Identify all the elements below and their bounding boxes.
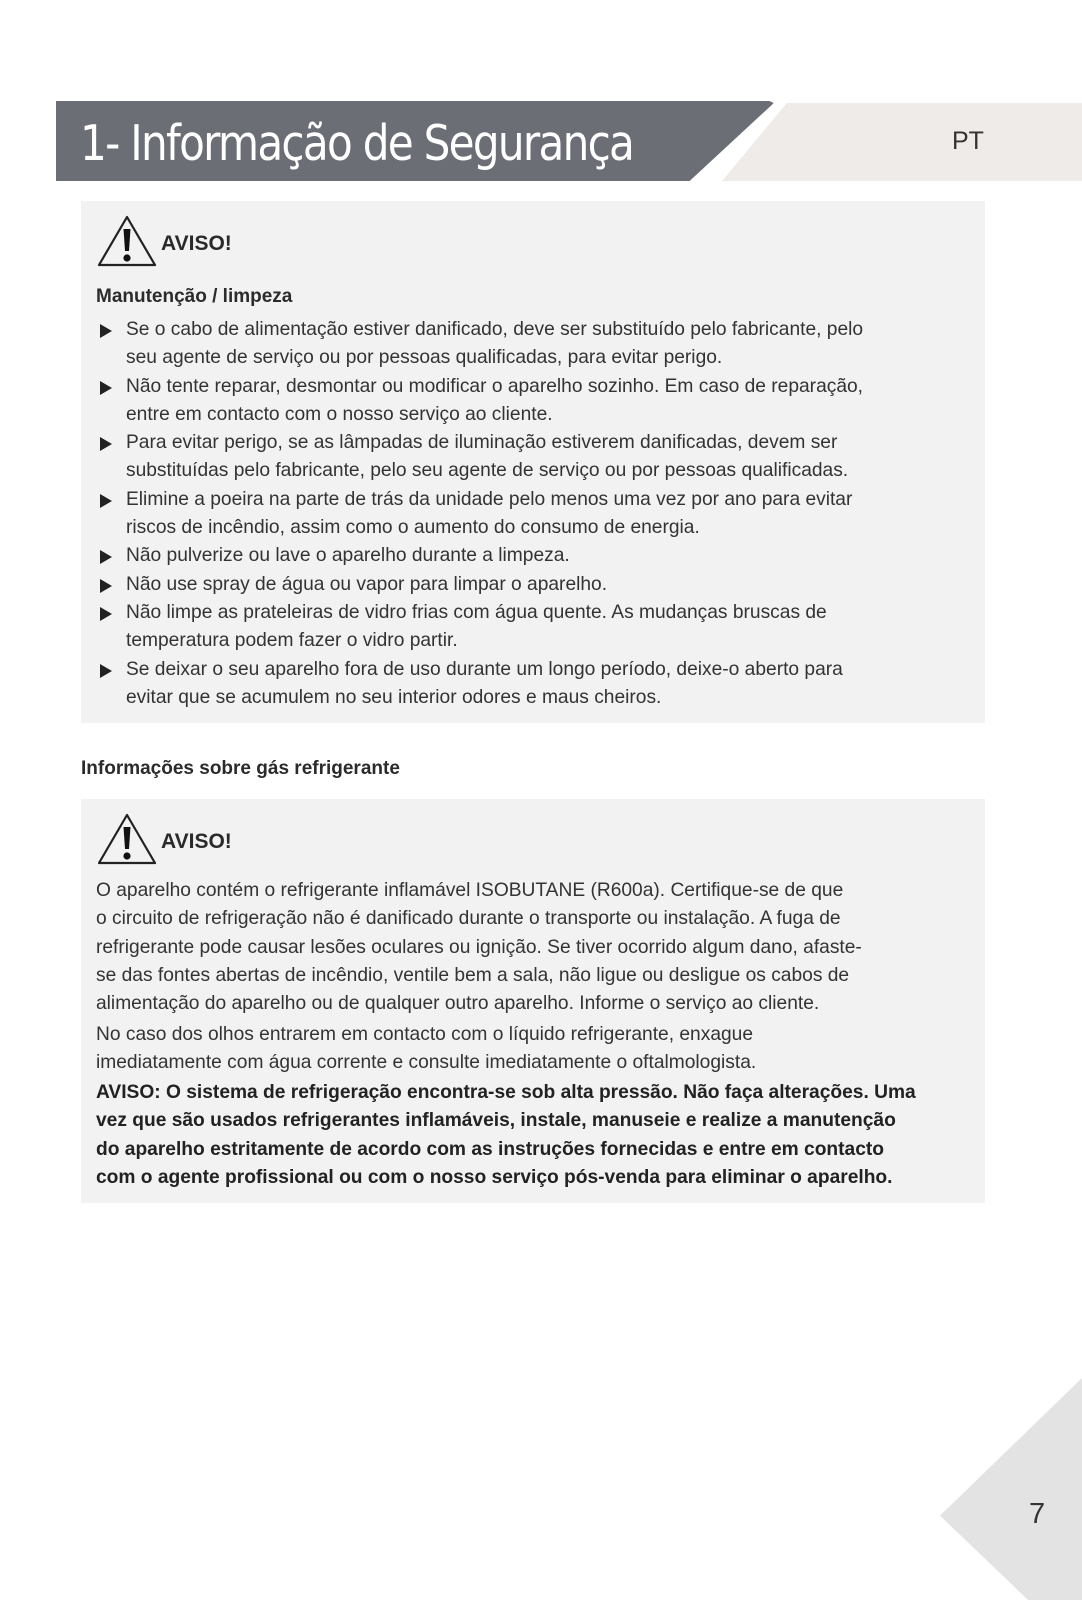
list-item: Não pulverize ou lave o aparelho durante a limpeza. [96,542,956,570]
list-item: Se deixar o seu aparelho fora de uso durante um longo período, deixe-o aberto para evitar que se acumulem no seu interior odores e maus cheiros. [96,656,956,713]
warning-label: AVISO! [161,232,232,255]
list-item: Não tente reparar, desmontar ou modificar o aparelho sozinho. Em caso de reparação, entre em contacto com o nosso serviço ao cliente. [96,373,956,430]
warning-icon [95,213,159,269]
page-corner [940,1378,1082,1600]
bullet-icon [100,607,112,621]
refrigerant-heading: Informações sobre gás refrigerante [81,758,400,779]
page-number: 7 [1029,1498,1046,1530]
warning-label: AVISO! [161,830,232,853]
bullet-icon [100,494,112,508]
bullet-icon [100,550,112,564]
page-title: 1- Informação de Segurança [80,115,634,172]
header-tab [722,103,1082,181]
bullet-icon [100,664,112,678]
refrigerant-paragraph: O aparelho contém o refrigerante inflamável ISOBUTANE (R600a). Certifique-se de que o circuito de refrigeração não é danificado durante o transporte ou instalação. A fuga de refrigerante pode causar lesões oculares ou ignição. Se tiver ocorrido algum dano, afaste- se das fontes abertas de incêndio, ventile bem a sala, não ligue ou desligue os cabos de alimentação do aparelho ou de qualquer outro aparelho. Informe o serviço ao cliente. [96,880,862,1015]
refrigerant-warning-box [81,799,985,1203]
eye-contact-paragraph: No caso dos olhos entrarem em contacto com o líquido refrigerante, enxague imediatamente com água corrente e consulte imediatamente o oftalmologista. [96,1024,757,1074]
bullet-icon [100,579,112,593]
maintenance-warning-box [81,201,985,723]
bullet-icon [100,437,112,451]
list-item: Não use spray de água ou vapor para limpar o aparelho. [96,571,956,599]
warning-icon [95,811,159,867]
list-item: Para evitar perigo, se as lâmpadas de iluminação estiverem danificadas, devem ser substituídas pelo fabricante, pelo seu agente de serviço ou por pessoas qualificadas. [96,429,956,486]
section-heading: Manutenção / limpeza [96,286,293,307]
list-item: Elimine a poeira na parte de trás da unidade pelo menos uma vez por ano para evitar riscos de incêndio, assim como o aumento do consumo de energia. [96,486,956,543]
bullet-icon [100,324,112,338]
warning-header [95,809,232,869]
pressure-warning-paragraph: AVISO: O sistema de refrigeração encontra-se sob alta pressão. Não faça alterações. Uma vez que são usados refrigerantes inflamáveis, instale, manuseie e realize a manutenção do aparelho estritamente de acordo com as instruções fornecidas e entre em contacto com o agente profissional ou com o nosso serviço pós-venda para eliminar o aparelho. [96,1082,916,1188]
maintenance-list [96,316,956,712]
bullet-icon [100,381,112,395]
list-item: Não limpe as prateleiras de vidro frias com água quente. As mudanças bruscas de temperatura podem fazer o vidro partir. [96,599,956,656]
list-item: Se o cabo de alimentação estiver danificado, deve ser substituído pelo fabricante, pelo seu agente de serviço ou por pessoas qualificadas, para evitar perigo. [96,316,956,373]
warning-header [95,211,232,271]
language-code: PT [952,127,984,155]
